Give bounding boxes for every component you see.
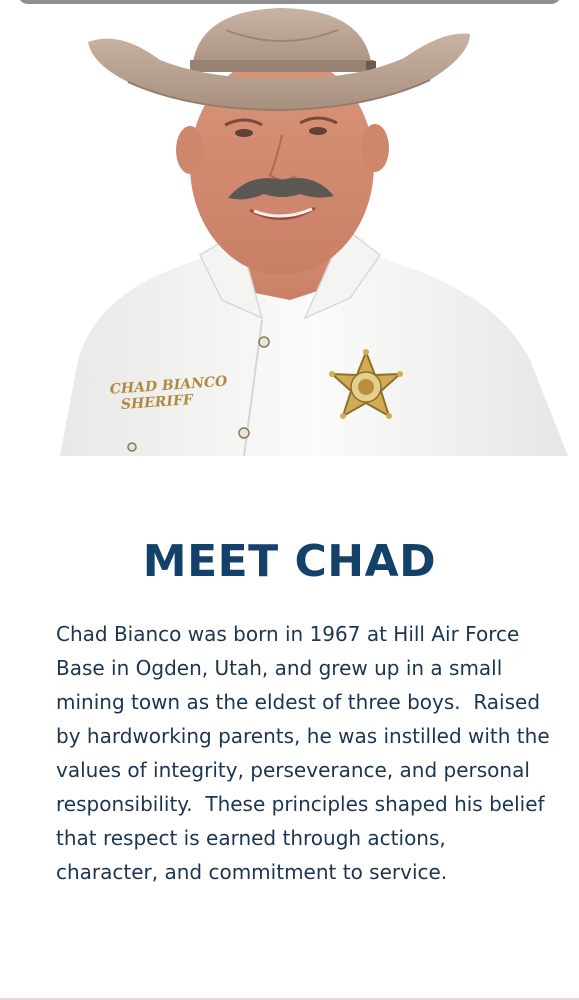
- portrait-illustration: [0, 0, 579, 456]
- page-title: MEET CHAD: [142, 536, 437, 587]
- bio-paragraph: Chad Bianco was born in 1967 at Hill Air Force Base in Ogden, Utah, and grew up in a small mining town as the eldest of three boys. Raised by hardworking parents, he was instilled with the values of integrity, perseverance, and personal responsibility. These principles shaped his belief that respect is earned through actions, character, and commitment to service.: [56, 622, 556, 884]
- embroidery-name: CHAD BIANCO: [109, 373, 228, 398]
- hero-portrait: [0, 0, 579, 456]
- embroidery-title: SHERIFF: [120, 392, 194, 414]
